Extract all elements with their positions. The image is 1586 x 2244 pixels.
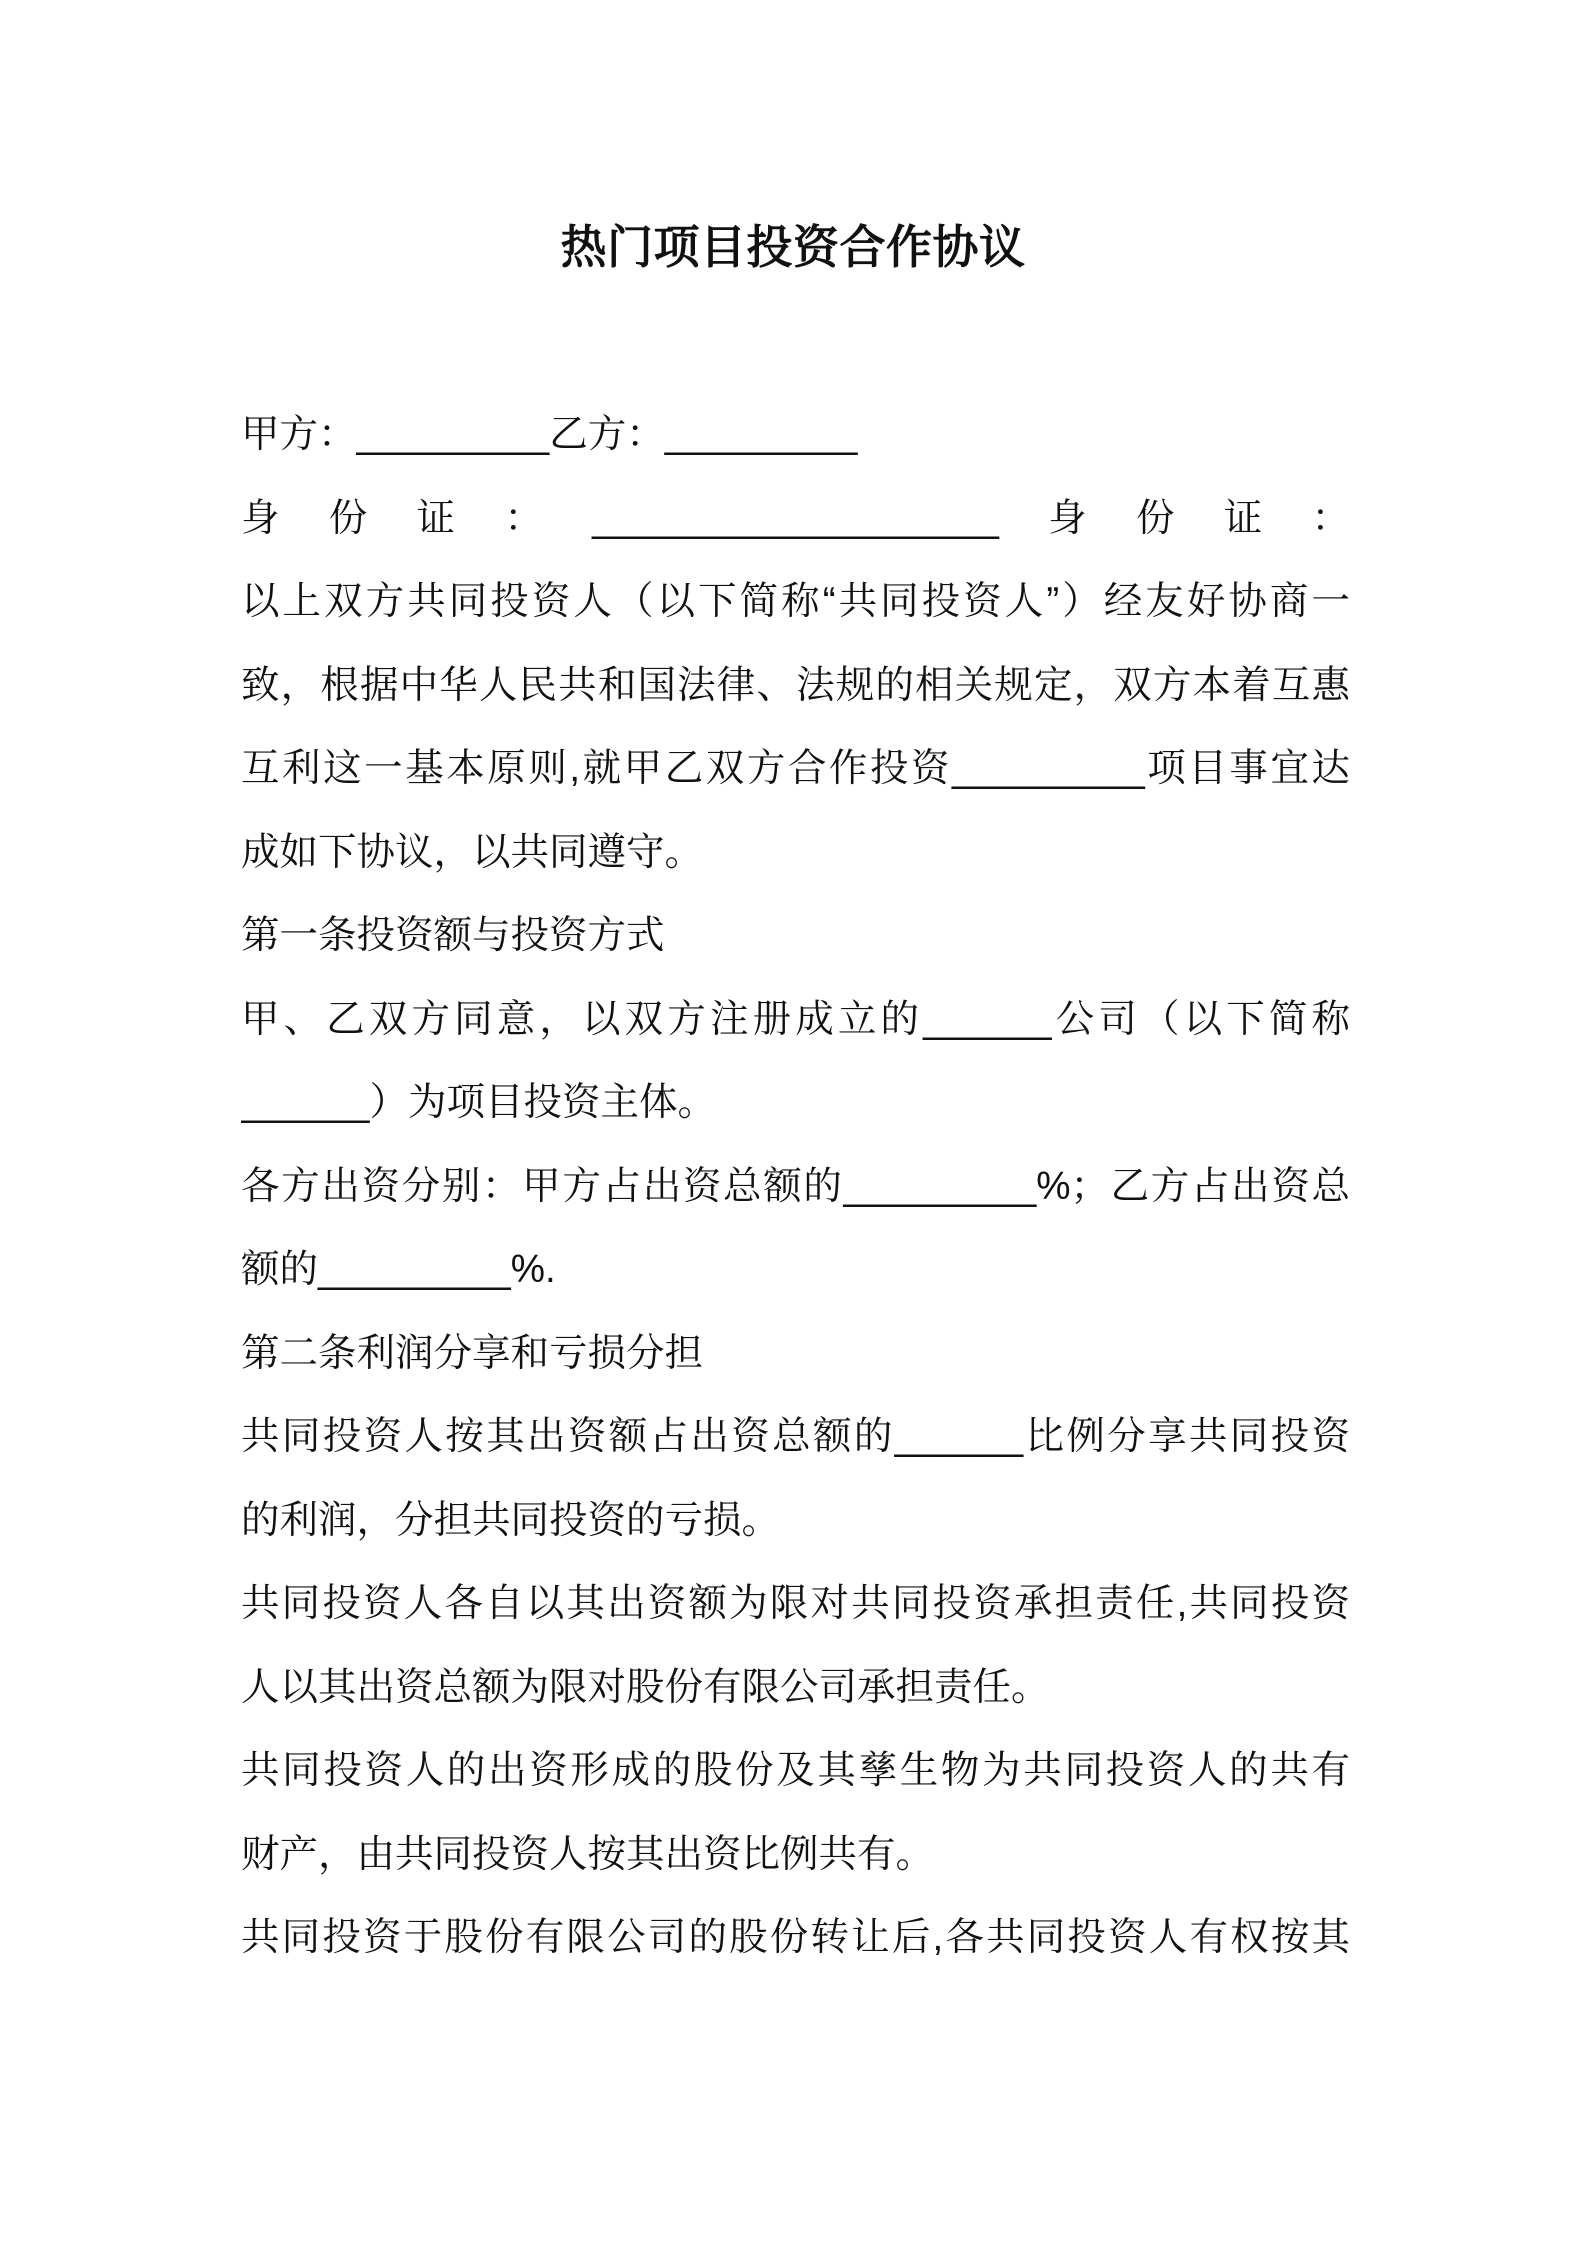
- article-2: [241, 1312, 1350, 1980]
- paragraph-line: 各方出资分别：甲方占出资总额的_________%；乙方占出资总: [241, 1164, 1350, 1208]
- paragraph-line: ______）为项目投资主体。: [241, 1081, 716, 1124]
- article-1-paragraph: [241, 978, 1350, 1145]
- paragraph-line: 共同投资人的出资形成的股份及其孳生物为共同投资人的共有: [241, 1749, 1350, 1792]
- article-1-paragraph: [241, 1145, 1350, 1312]
- article-2-paragraph: [241, 1562, 1350, 1729]
- parties-line: 甲方：_________乙方：_________: [241, 413, 858, 456]
- article-2-heading: 第二条利润分享和亏损分担: [241, 1331, 704, 1375]
- preamble-paragraph: [241, 560, 1350, 894]
- id-card-line: 身份证：___________________身份证：: [241, 496, 1350, 540]
- preamble-line: 以上双方共同投资人（以下简称“共同投资人”）经友好协商一: [241, 580, 1350, 623]
- paragraph-line: 人以其出资总额为限对股份有限公司承担责任。: [241, 1665, 1050, 1709]
- paragraph-line: 共同投资于股份有限公司的股份转让后,各共同投资人有权按其: [241, 1916, 1350, 1959]
- article-1: [241, 894, 1350, 1312]
- preamble-line: 成如下协议，以共同遵守。: [241, 830, 704, 874]
- paragraph-line: 的利润，分担共同投资的亏损。: [241, 1498, 781, 1542]
- paragraph-line: 财产，由共同投资人按其出资比例共有。: [241, 1832, 935, 1876]
- paragraph-line: 共同投资人按其出资额占出资总额的______比例分享共同投资: [241, 1415, 1350, 1458]
- document-body: [241, 393, 1350, 1980]
- article-1-heading: 第一条投资额与投资方式: [241, 914, 665, 957]
- preamble-line: 致，根据中华人民共和国法律、法规的相关规定，双方本着互惠: [241, 663, 1350, 707]
- paragraph-line: 共同投资人各自以其出资额为限对共同投资承担责任,共同投资: [241, 1582, 1350, 1625]
- paragraph-line: 甲、乙双方同意，以双方注册成立的______公司（以下简称: [241, 997, 1350, 1041]
- document-title: 热门项目投资合作协议: [560, 221, 1026, 273]
- article-2-paragraph: [241, 1896, 1350, 1980]
- article-2-paragraph: [241, 1729, 1350, 1896]
- article-2-paragraph: [241, 1395, 1350, 1562]
- preamble-line: 互利这一基本原则,就甲乙双方合作投资_________项目事宜达: [241, 747, 1350, 790]
- paragraph-line: 额的_________%.: [241, 1248, 556, 1291]
